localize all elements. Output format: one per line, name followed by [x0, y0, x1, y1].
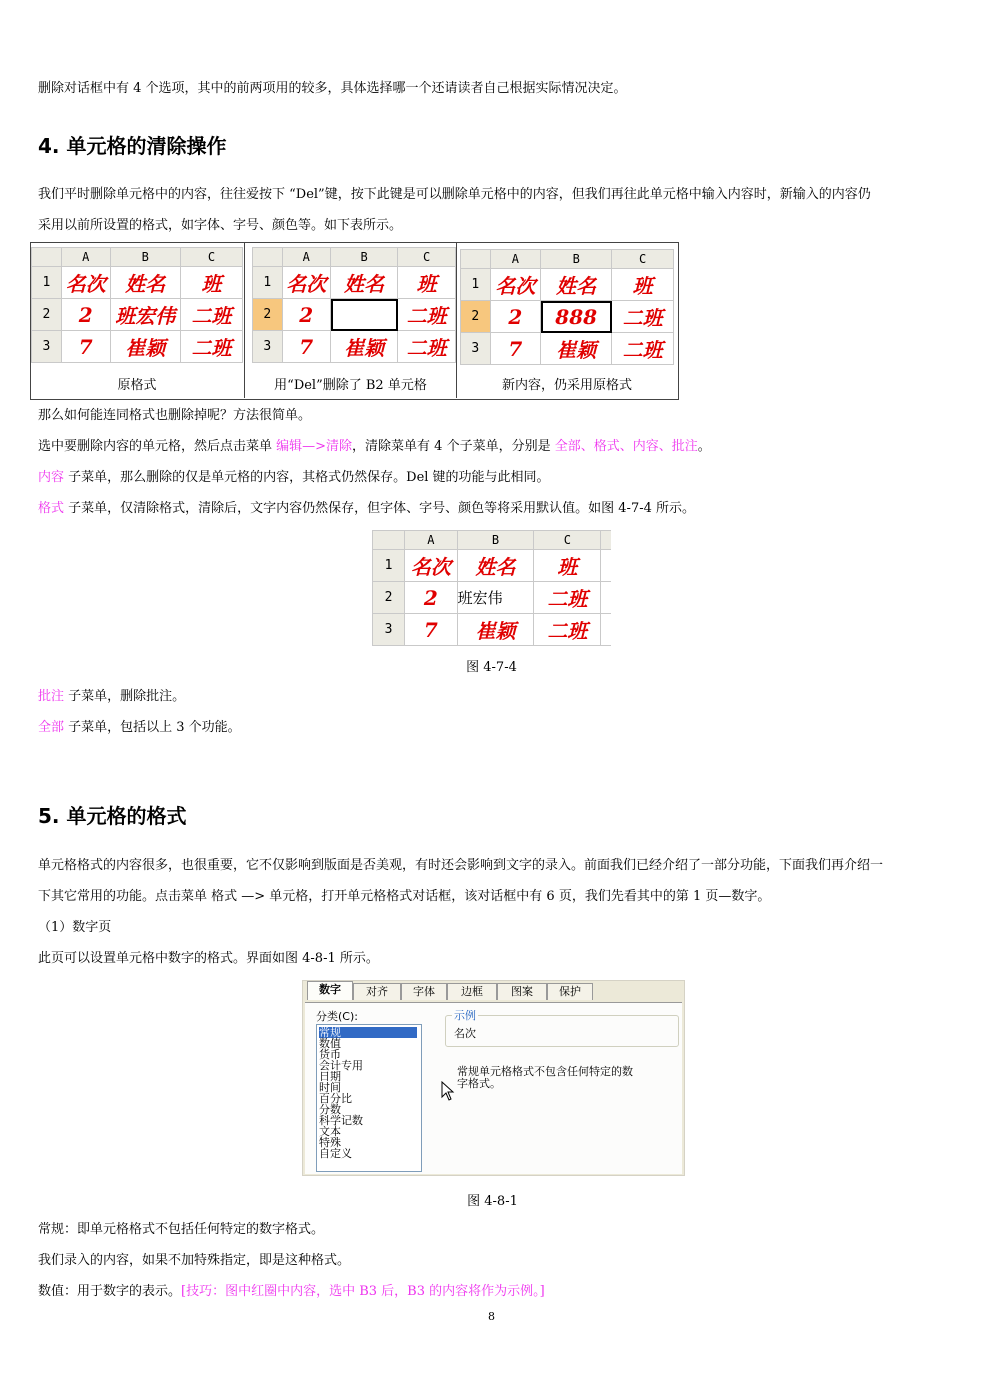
active-cell: 888 [541, 301, 612, 333]
list-item[interactable]: 科学记数 [319, 1114, 363, 1127]
list-item[interactable]: 日期 [319, 1070, 341, 1083]
tab-pattern[interactable]: 图案 [497, 983, 547, 1000]
section-heading-5: 5. 单元格的格式 [38, 804, 187, 828]
paragraph-how: 那么如何能连同格式也删除掉呢？方法很简单。 [38, 408, 312, 423]
list-item[interactable]: 常规 [319, 1027, 417, 1038]
figure-caption-4-8-1: 图 4-8-1 [467, 1194, 518, 1209]
paragraph-general: 常规：即单元格格式不包括任何特定的数字格式。 [38, 1222, 325, 1237]
list-item[interactable]: 自定义 [319, 1147, 352, 1160]
mouse-cursor-icon [441, 1081, 455, 1101]
paragraph-default: 我们录入的内容，如果不加特殊指定，即是这种格式。 [38, 1253, 351, 1268]
list-item[interactable]: 会计专用 [319, 1059, 363, 1072]
sheet-deleted: A B C 1 名次 姓名 班 2 2 二班 3 7 崔颖 二班 [252, 247, 456, 363]
format-cells-dialog [302, 980, 685, 1176]
list-item[interactable]: 时间 [319, 1081, 341, 1094]
page-number: 8 [488, 1310, 495, 1323]
description-line-1: 常规单元格格式不包含任何特定的数 [457, 1065, 633, 1078]
tab-protection[interactable]: 保护 [547, 983, 593, 1000]
tab-border[interactable]: 边框 [447, 983, 497, 1000]
paragraph-comment: 批注 子菜单，删除批注。 [38, 689, 186, 704]
paragraph-format-intro-1: 单元格格式的内容很多，也很重要，它不仅影响到版面是否美观，有时还会影响到文字的录入。前面我们已经介绍了一部分功能，下面我们再介绍一 [38, 858, 884, 873]
list-item[interactable]: 特殊 [319, 1136, 341, 1149]
paragraph-del-2: 采用以前所设置的格式，如字体、字号、颜色等。如下表所示。 [38, 218, 403, 233]
paragraph-format: 格式 子菜单，仅清除格式，清除后，文字内容仍然保存，但字体、字号、颜色等将采用默认值。如图 4-7-4 所示。 [38, 501, 696, 516]
sheet-original: A B C 1 名次 姓名 班 2 2 班宏伟 二班 3 7 崔颖 二班 [31, 247, 243, 363]
section-heading-4: 4. 单元格的清除操作 [38, 134, 227, 158]
sheet-figure-4-7-4: A B C 1 名次 姓名 班 2 2 班宏伟 二班 3 7 崔颖 二班 [372, 530, 611, 646]
tab-font[interactable]: 字体 [401, 983, 447, 1000]
paragraph-clear-menu: 选中要删除内容的单元格，然后点击菜单 编辑—>清除，清除菜单有 4 个子菜单，分别是 全部、格式、内容、批注。 [38, 439, 711, 454]
number-tab-panel [305, 1002, 682, 1174]
sample-label: 示例 [454, 1009, 476, 1022]
tab-number[interactable]: 数字 [307, 981, 353, 1000]
paragraph-all: 全部 子菜单，包括以上 3 个功能。 [38, 720, 241, 735]
intro-paragraph: 删除对话框中有 4 个选项，其中的前两项用的较多，具体选择哪一个还请读者自己根据实际情况决定。 [38, 81, 627, 96]
tab-alignment[interactable]: 对齐 [353, 983, 401, 1000]
caption-original: 原格式 [117, 378, 157, 393]
paragraph-del-1: 我们平时删除单元格中的内容，往往爱按下 “Del”键，按下此键是可以删除单元格中的内容，但我们再往此单元格中输入内容时，新输入的内容仍 [38, 187, 871, 202]
paragraph-format-intro-2: 下其它常用的功能。点击菜单 格式 —> 单元格，打开单元格格式对话框，该对话框中有 6 页，我们先看其中的第 1 页—数字。 [38, 889, 771, 904]
category-listbox[interactable] [316, 1024, 422, 1172]
sheet-new-content: A B C 1 名次 姓名 班 2 2 888 二班 3 7 崔颖 二班 [460, 249, 674, 365]
list-item[interactable]: 数值 [319, 1037, 341, 1050]
sample-value: 名次 [454, 1027, 476, 1040]
subheading-number-page: （1）数字页 [38, 920, 112, 935]
active-cell [331, 299, 398, 331]
category-label: 分类(C): [316, 1010, 358, 1023]
list-item[interactable]: 文本 [319, 1125, 341, 1138]
list-item[interactable]: 百分比 [319, 1092, 352, 1105]
figure-caption-4-7-4: 图 4-7-4 [466, 660, 517, 675]
paragraph-number-page: 此页可以设置单元格中数字的格式。界面如图 4-8-1 所示。 [38, 951, 379, 966]
list-item[interactable]: 分数 [319, 1103, 341, 1116]
paragraph-numeric: 数值：用于数字的表示。[技巧：图中红圈中内容，选中 B3 后，B3 的内容将作为示例。] [38, 1284, 545, 1299]
sample-group [445, 1009, 679, 1047]
description-line-2: 字格式。 [457, 1077, 501, 1090]
paragraph-content: 内容 子菜单，那么删除的仅是单元格的内容，其格式仍然保存。Del 键的功能与此相同。 [38, 470, 550, 485]
caption-deleted: 用“Del”删除了 B2 单元格 [274, 378, 427, 393]
list-item[interactable]: 货币 [319, 1048, 341, 1061]
caption-new-content: 新内容，仍采用原格式 [501, 378, 632, 393]
